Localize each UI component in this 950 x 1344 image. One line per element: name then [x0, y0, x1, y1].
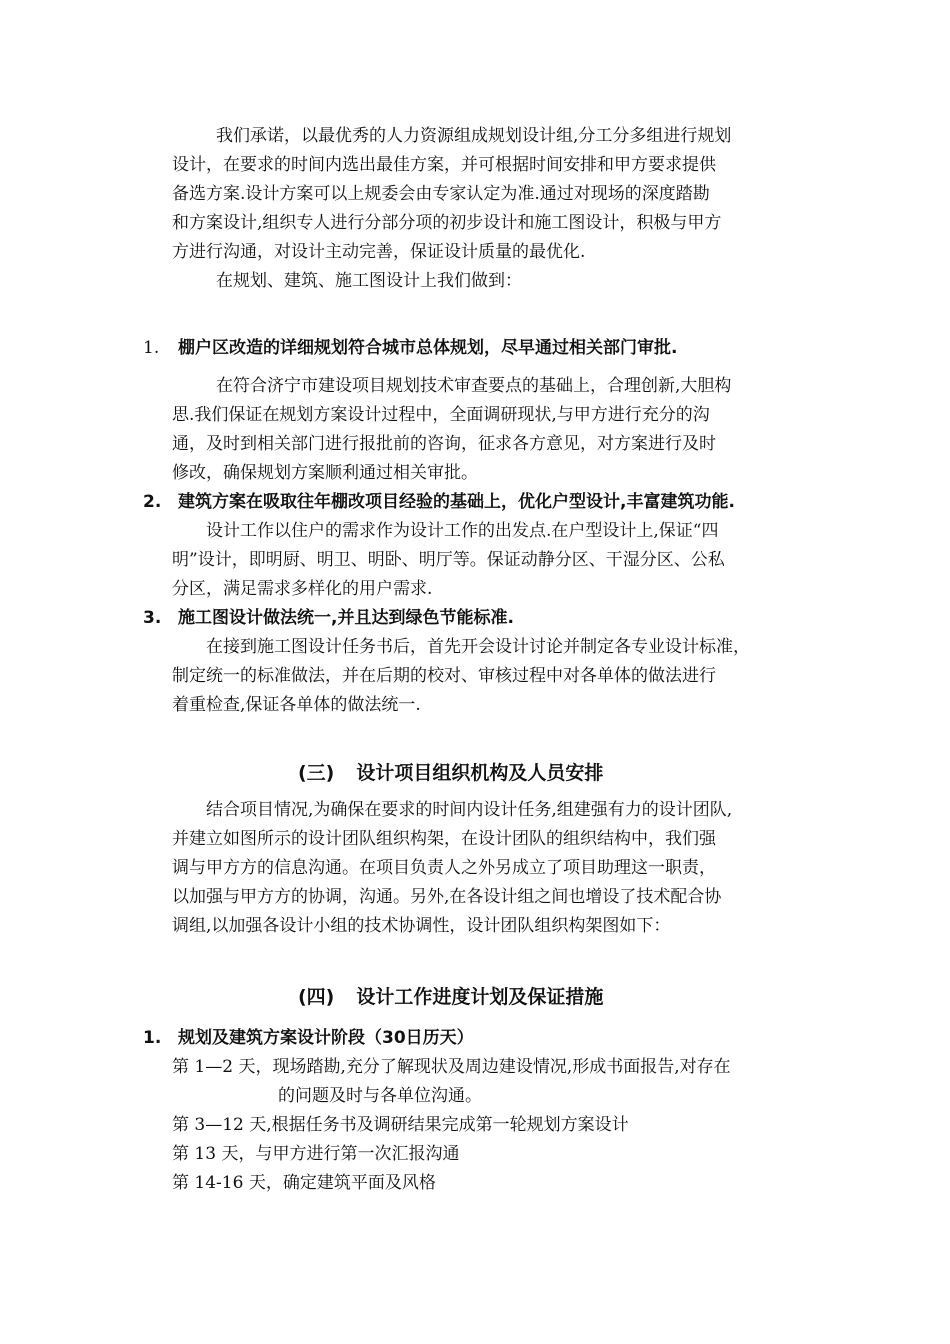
item-3-line: 在接到施工图设计任务书后，首先开会设计讨论并制定各专业设计标准， — [206, 637, 750, 657]
item-1-title: 棚户区改造的详细规划符合城市总体规划，尽早通过相关部门审批. — [178, 338, 678, 358]
item-1-number: 1. — [143, 338, 160, 358]
section-4-heading — [298, 982, 603, 1012]
item-2-number: 2. — [143, 492, 162, 512]
intro-line: 我们承诺，以最优秀的人力资源组成规划设计组,分工分多组进行规划 — [216, 126, 732, 146]
section-3-title: 设计项目组织机构及人员安排 — [356, 762, 604, 784]
intro-line: 备选方案.设计方案可以上规委会由专家认定为准.通过对现场的深度踏勘 — [172, 184, 710, 204]
schedule-item: 第 13 天，与甲方进行第一次汇报沟通 — [172, 1144, 460, 1164]
section-3-line: 并建立如图所示的设计团队组织构架，在设计团队的组织结构中，我们强 — [172, 829, 716, 849]
item-3-line: 制定统一的标准做法，并在后期的校对、审核过程中对各单体的做法进行 — [172, 666, 716, 686]
schedule-item: 第 1—2 天，现场踏勘,充分了解现状及周边建设情况,形成书面报告,对存在 — [172, 1057, 731, 1077]
schedule-item-continuation: 的问题及时与各单位沟通。 — [278, 1086, 482, 1106]
item-2-paragraph — [172, 517, 725, 604]
item-2-line: 设计工作以住户的需求作为设计工作的出发点.在户型设计上,保证“四 — [206, 521, 719, 541]
schedule-item: 第 3—12 天,根据任务书及调研结果完成第一轮规划方案设计 — [172, 1115, 629, 1135]
section-3-number: (三) — [298, 762, 335, 784]
section-3-line: 以加强与甲方方的协调，沟通。另外,在各设计组之间也增设了技术配合协 — [172, 887, 722, 907]
intro-line: 和方案设计,组织专人进行分部分项的初步设计和施工图设计，积极与甲方 — [172, 213, 722, 233]
item-3-line: 着重检查,保证各单体的做法统一. — [172, 695, 421, 715]
item-1-line: 修改，确保规划方案顺利通过相关审批。 — [172, 463, 478, 483]
item-2-line: 明”设计，即明厨、明卫、明卧、明厅等。保证动静分区、干湿分区、公私 — [172, 550, 725, 570]
section-3-line: 调组,以加强各设计小组的技术协调性，设计团队组织构架图如下： — [172, 916, 671, 936]
item-1-line: 在符合济宁市建设项目规划技术审查要点的基础上，合理创新,大胆构 — [216, 376, 732, 396]
intro-line: 方进行沟通，对设计主动完善，保证设计质量的最优化. — [172, 242, 586, 262]
phase-1-title: 规划及建筑方案设计阶段（30日历天） — [178, 1028, 474, 1048]
schedule-item: 第 14-16 天，确定建筑平面及风格 — [172, 1173, 436, 1193]
item-2-title: 建筑方案在吸取往年棚改项目经验的基础上，优化户型设计,丰富建筑功能. — [178, 492, 735, 512]
item-2-line: 分区，满足需求多样化的用户需求. — [172, 579, 433, 599]
intro-paragraph — [172, 122, 731, 296]
item-3-title: 施工图设计做法统一,并且达到绿色节能标准. — [178, 608, 514, 628]
item-1-paragraph — [172, 372, 731, 488]
item-1-line: 思.我们保证在规划方案设计过程中，全面调研现状,与甲方进行充分的沟 — [172, 405, 710, 425]
section-3-heading — [298, 758, 603, 788]
section-3-paragraph — [172, 796, 732, 941]
section-3-line: 结合项目情况,为确保在要求的时间内设计任务,组建强有力的设计团队, — [206, 800, 733, 820]
phase-1-number: 1. — [143, 1028, 162, 1048]
item-3-paragraph — [172, 633, 750, 720]
intro-line: 设计，在要求的时间内选出最佳方案，并可根据时间安排和甲方要求提供 — [172, 155, 716, 175]
section-4-title: 设计工作进度计划及保证措施 — [356, 986, 604, 1008]
section-4-number: (四) — [298, 986, 335, 1008]
intro-lead: 在规划、建筑、施工图设计上我们做到： — [216, 271, 522, 291]
item-1-line: 通，及时到相关部门进行报批前的咨询，征求各方意见，对方案进行及时 — [172, 434, 716, 454]
section-3-line: 调与甲方方的信息沟通。在项目负责人之外另成立了项目助理这一职责， — [172, 858, 716, 878]
item-3-number: 3. — [143, 608, 162, 628]
